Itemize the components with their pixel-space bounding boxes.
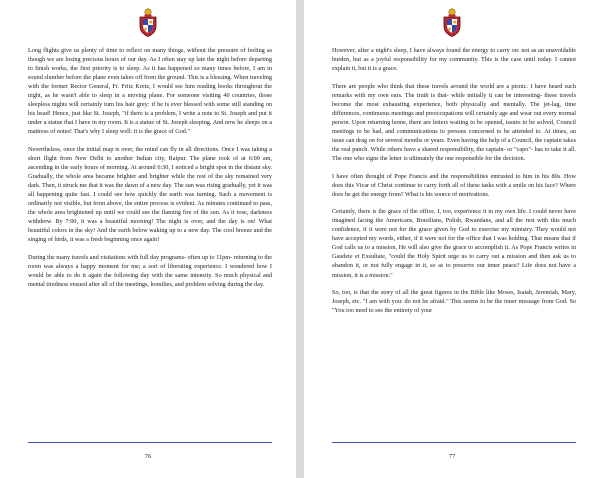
paragraph: However, after a night's sleep, I have always found the energy to carry on: not as an unavoidable burden, but as a joyful responsibility for my community. This is the case until today. I cannot explain it, but it is a grace. [332,47,576,73]
paragraph: Certainly, there is the grace of the office. I, too, experience it in my own life. I could never have imagined facing the Americans, Brazilians, Polish, Rwandans, and all the rest with this much confidence, if it were not for the grace given by God to exercise my ministry. They would not have accepted my words, either, if it were not for the office that I was holding. That means that if God calls us to a mission, He will also give the grace to accomplish it. As Pope Francis writes in Gaudete et Exsultate, "could the Holy Spirit urge us to carry out a mission and then ask us to abandon it, or not fully engage in it, so as to preserve our inner peace? Life does not have a mission, it is a mission." [332,208,576,279]
coat-of-arms-icon [137,8,159,38]
footer-rule [28,442,272,443]
paragraph: There are people who think that these travels around the world are a picnic. I have heard such remarks with my own ears. The truth is that- while initially it can be interesting- these travels become the most exhausting experience, both physically and mentally. The jet-lag, time differences, continuous meetings and preoccupations will certainly age and wear out every normal person. Upon returning home, there are letters waiting to be opened, issues to be solved, Council meetings to be had, and communications to persons concerned to be attended to. At times, an issue can drag on for several months or years. Even having the help of a Council, the captain takes the real punch. While others have a shared responsibility, the captain- or "capo"- has to take it all. The one who signs the letter is ultimately the one responsible for the decision. [332,82,576,163]
paragraph: So, too, is that the story of all the great figures in the Bible like Moses, Isaiah, Jeremiah, Mary, Joseph, etc. "I am with you: do not be afraid." This seems to be the inner message from God. So "You too need to see the entirety of your [332,289,576,315]
paragraph: Long flights give us plenty of time to reflect on many things, without the pressure of feeling as though we are losing precious hours of our day. As I often stay up late the night before departing to finish works, the first priority is to sleep. As it has happened so many times before, I am in sound slumber before the plane even takes off from the ground. This is a blessing. When traveling with the former Rector General, Fr. Fritz Kretz, I would see him reading books throughout the night, as he wasn't able to sleep in a moving plane. For someone visiting 40 countries, those sleepless nights will certainly turn his hair grey: if he is ever blessed with some still standing on his head! Hence, just like St. Joseph, "if there is a problem, I write a note to St. Joseph and put it under a statue that I have in my room. It is a statue of St. Joseph sleeping. And now he sleeps on a mattress of notes! That's why I sleep well: it is the grace of God." [28,47,272,136]
page-text [28,46,272,298]
page-number: 76 [144,453,152,460]
paragraph: I have often thought of Pope Francis and the responsibilities entrusted to him in his 80s. How does this Vicar of Christ continue to carry forth all of these tasks with a smile on his face? Where does he get the energy from? What is his source of motivations. [332,172,576,198]
footer-rule [332,442,576,443]
page-text [332,46,576,324]
paragraph: During the many travels and visitations with full day programs- often up to 11pm- returning to the room was always a happy moment for me; a sort of liberating experience. I wondered how I would be able to do it again the following day with the same intensity. So much physical and mental tiredness ensued after all of the meetings, homilies, and problem solving during the day. [28,253,272,289]
page-number: 77 [448,453,456,460]
coat-of-arms-icon [441,8,463,38]
left-page [0,0,296,478]
paragraph: Nevertheless, once the initial map is over, the mind can fly in all directions. Once I was taking a short flight from New Delhi to another Indian city, Raipur. The plane took of at 6:00 am, ascending in the early hours of morning. At around 6:30, I noticed a bright spot in the distant sky. Gradually, the whole area became brighter and brighter while the rest of the sky remained very dark. Then, it struck me that it was the dawn of a new day. The sun was rising gradually, yet it was all happening quite fast. I could see how quickly the earth was turning. Such a movement is ordinarily not visible, but from above, the entire process is evident. As minutes continued to pass, the whole area brightened up until we could see the flaming fire of the sun. As it rose, darkness withdrew. By 7:00, it was a beautiful morning! The night is over, and the day is on! What beautiful colors in the sky! And the earth below waking up to a new day. The cool breeze and the singing of birds, it was a fresh beginning once again! [28,145,272,244]
right-page [304,0,600,478]
